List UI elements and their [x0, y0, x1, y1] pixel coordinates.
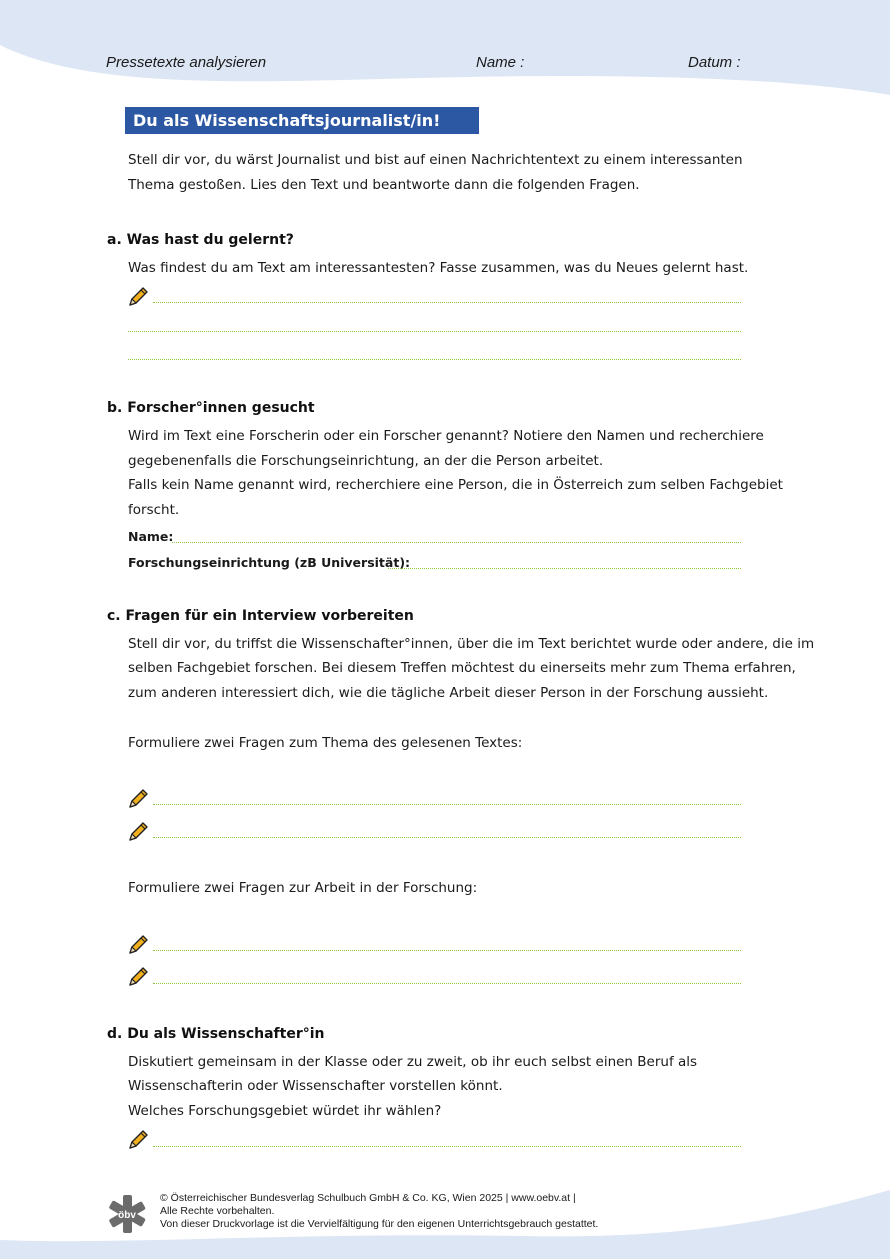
answer-line[interactable]	[153, 302, 741, 303]
pencil-icon	[127, 286, 149, 308]
pencil-icon	[127, 1129, 149, 1151]
institution-answer-line[interactable]	[388, 568, 741, 569]
section-a-text: Was findest du am Text am interessantesten? Fasse zusammen, was du Neues gelernt hast.	[128, 260, 749, 276]
section-c-prompt-topic: Formuliere zwei Fragen zum Thema des gelesenen Textes:	[128, 735, 523, 751]
intro-line-2: Thema gestoßen. Lies den Text und beantworte dann die folgenden Fragen.	[128, 177, 640, 193]
section-b-line-1: Wird im Text eine Forscherin oder ein Forscher genannt? Notiere den Namen und recherchiere	[128, 428, 764, 444]
section-d-line-2: Wissenschafterin oder Wissenschafter vorstellen könnt.	[128, 1078, 503, 1094]
institution-field-label: Forschungseinrichtung (zB Universität):	[128, 555, 411, 570]
answer-line[interactable]	[153, 950, 741, 951]
footer-line-2: Alle Rechte vorbehalten.	[160, 1205, 275, 1217]
footer-line-3: Von dieser Druckvorlage ist die Vervielfältigung für den eigenen Unterrichtsgebrauch gestattet.	[160, 1218, 599, 1230]
footer-copyright	[160, 1192, 598, 1231]
name-answer-line[interactable]	[172, 542, 741, 543]
section-b-line-3: Falls kein Name genannt wird, recherchiere eine Person, die in Österreich zum selben Fachgebiet	[128, 477, 783, 493]
header-subject: Pressetexte analysieren	[106, 54, 267, 71]
section-b-line-2: gegebenenfalls die Forschungseinrichtung, an der die Person arbeitet.	[128, 453, 604, 469]
section-b-line-4: forscht.	[128, 502, 180, 518]
section-d-line-3: Welches Forschungsgebiet würdet ihr wählen?	[128, 1103, 442, 1119]
section-c-heading: c. Fragen für ein Interview vorbereiten	[107, 608, 414, 624]
footer-line-1: © Österreichischer Bundesverlag Schulbuch GmbH & Co. KG, Wien 2025 | www.oebv.at |	[160, 1192, 576, 1204]
intro-line-1: Stell dir vor, du wärst Journalist und bist auf einen Nachrichtentext zu einem interessanten	[128, 152, 743, 168]
section-d-line-1: Diskutiert gemeinsam in der Klasse oder zu zweit, ob ihr euch selbst einen Beruf als	[128, 1054, 698, 1070]
pencil-icon	[127, 821, 149, 843]
pencil-icon	[127, 788, 149, 810]
answer-line[interactable]	[153, 983, 741, 984]
answer-line[interactable]	[128, 359, 741, 360]
pencil-icon	[127, 966, 149, 988]
section-c-line-2: selben Fachgebiet forschen. Bei diesem Treffen möchtest du einerseits mehr zum Thema erfahren,	[128, 660, 796, 676]
answer-line[interactable]	[153, 804, 741, 805]
header-name-label: Name :	[476, 54, 525, 71]
oebv-logo	[106, 1193, 148, 1235]
answer-line[interactable]	[128, 331, 741, 332]
answer-line[interactable]	[153, 837, 741, 838]
pencil-icon	[127, 934, 149, 956]
section-b-heading: b. Forscher°innen gesucht	[107, 400, 315, 416]
section-c-line-1: Stell dir vor, du triffst die Wissenschafter°innen, über die im Text berichtet wurde oder andere, die im	[128, 636, 815, 652]
header-date-label: Datum :	[688, 54, 741, 71]
section-c-line-3: zum anderen interessiert dich, wie die tägliche Arbeit dieser Person in der Forschung aussieht.	[128, 685, 769, 701]
answer-line[interactable]	[153, 1146, 741, 1147]
section-c-prompt-research: Formuliere zwei Fragen zur Arbeit in der Forschung:	[128, 880, 478, 896]
name-field-label: Name:	[128, 529, 174, 544]
logo-text: öbv	[118, 1210, 136, 1221]
worksheet-title: Du als Wissenschaftsjournalist/in!	[125, 107, 479, 134]
section-d-heading: d. Du als Wissenschafter°in	[107, 1026, 325, 1042]
section-a-heading: a. Was hast du gelernt?	[107, 232, 294, 248]
